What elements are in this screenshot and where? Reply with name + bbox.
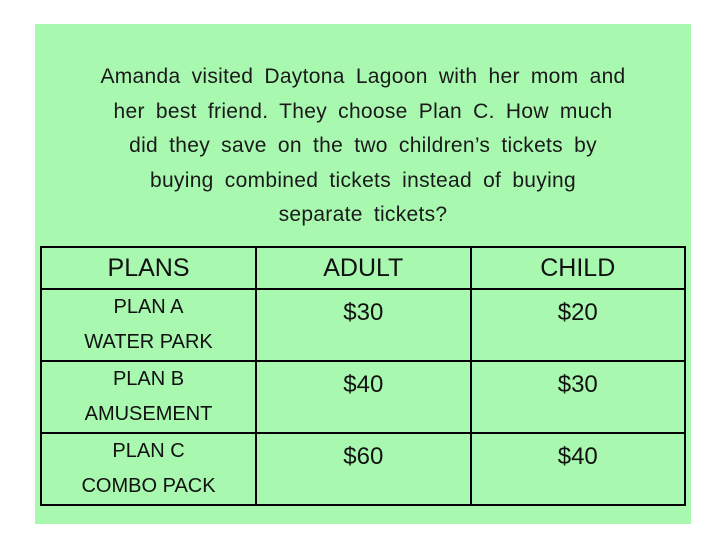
question-line: separate tickets? [278, 203, 448, 226]
plan-name: PLAN C [112, 440, 185, 462]
header-plans: PLANS [41, 247, 256, 289]
slide-panel [35, 24, 691, 524]
question-line: her best friend. They choose Plan C. How much [113, 99, 613, 123]
child-price: $30 [557, 371, 598, 398]
plan-description: AMUSEMENT [84, 403, 213, 425]
adult-price-cell [256, 289, 471, 361]
plan-name-cell [41, 433, 256, 505]
child-price-cell [471, 361, 685, 433]
adult-price: $30 [343, 299, 384, 326]
adult-price: $60 [343, 443, 384, 470]
child-price-cell [471, 289, 685, 361]
header-adult: ADULT [256, 247, 471, 289]
header-child: CHILD [471, 247, 685, 289]
plan-name: PLAN A [113, 296, 184, 318]
plan-name-cell [41, 289, 256, 361]
plan-description: WATER PARK [84, 331, 213, 353]
child-price: $40 [557, 443, 598, 470]
adult-price: $40 [343, 371, 384, 398]
plan-name-cell [41, 361, 256, 433]
question-line: Amanda visited Daytona Lagoon with her mom and [100, 65, 626, 88]
child-price-cell [471, 433, 685, 505]
adult-price-cell [256, 361, 471, 433]
child-price: $20 [557, 299, 598, 326]
table-header-row [41, 247, 685, 289]
table-row [41, 433, 685, 505]
table-row [41, 361, 685, 433]
adult-price-cell [256, 433, 471, 505]
table-row [41, 289, 685, 361]
question-line: buying combined tickets instead of buying [149, 168, 577, 192]
plan-name: PLAN B [112, 368, 185, 390]
plans-table [40, 246, 686, 506]
plan-description: COMBO PACK [81, 475, 216, 497]
question-text [35, 60, 691, 233]
question-line: did they save on the two children’s tickets by [129, 134, 597, 157]
